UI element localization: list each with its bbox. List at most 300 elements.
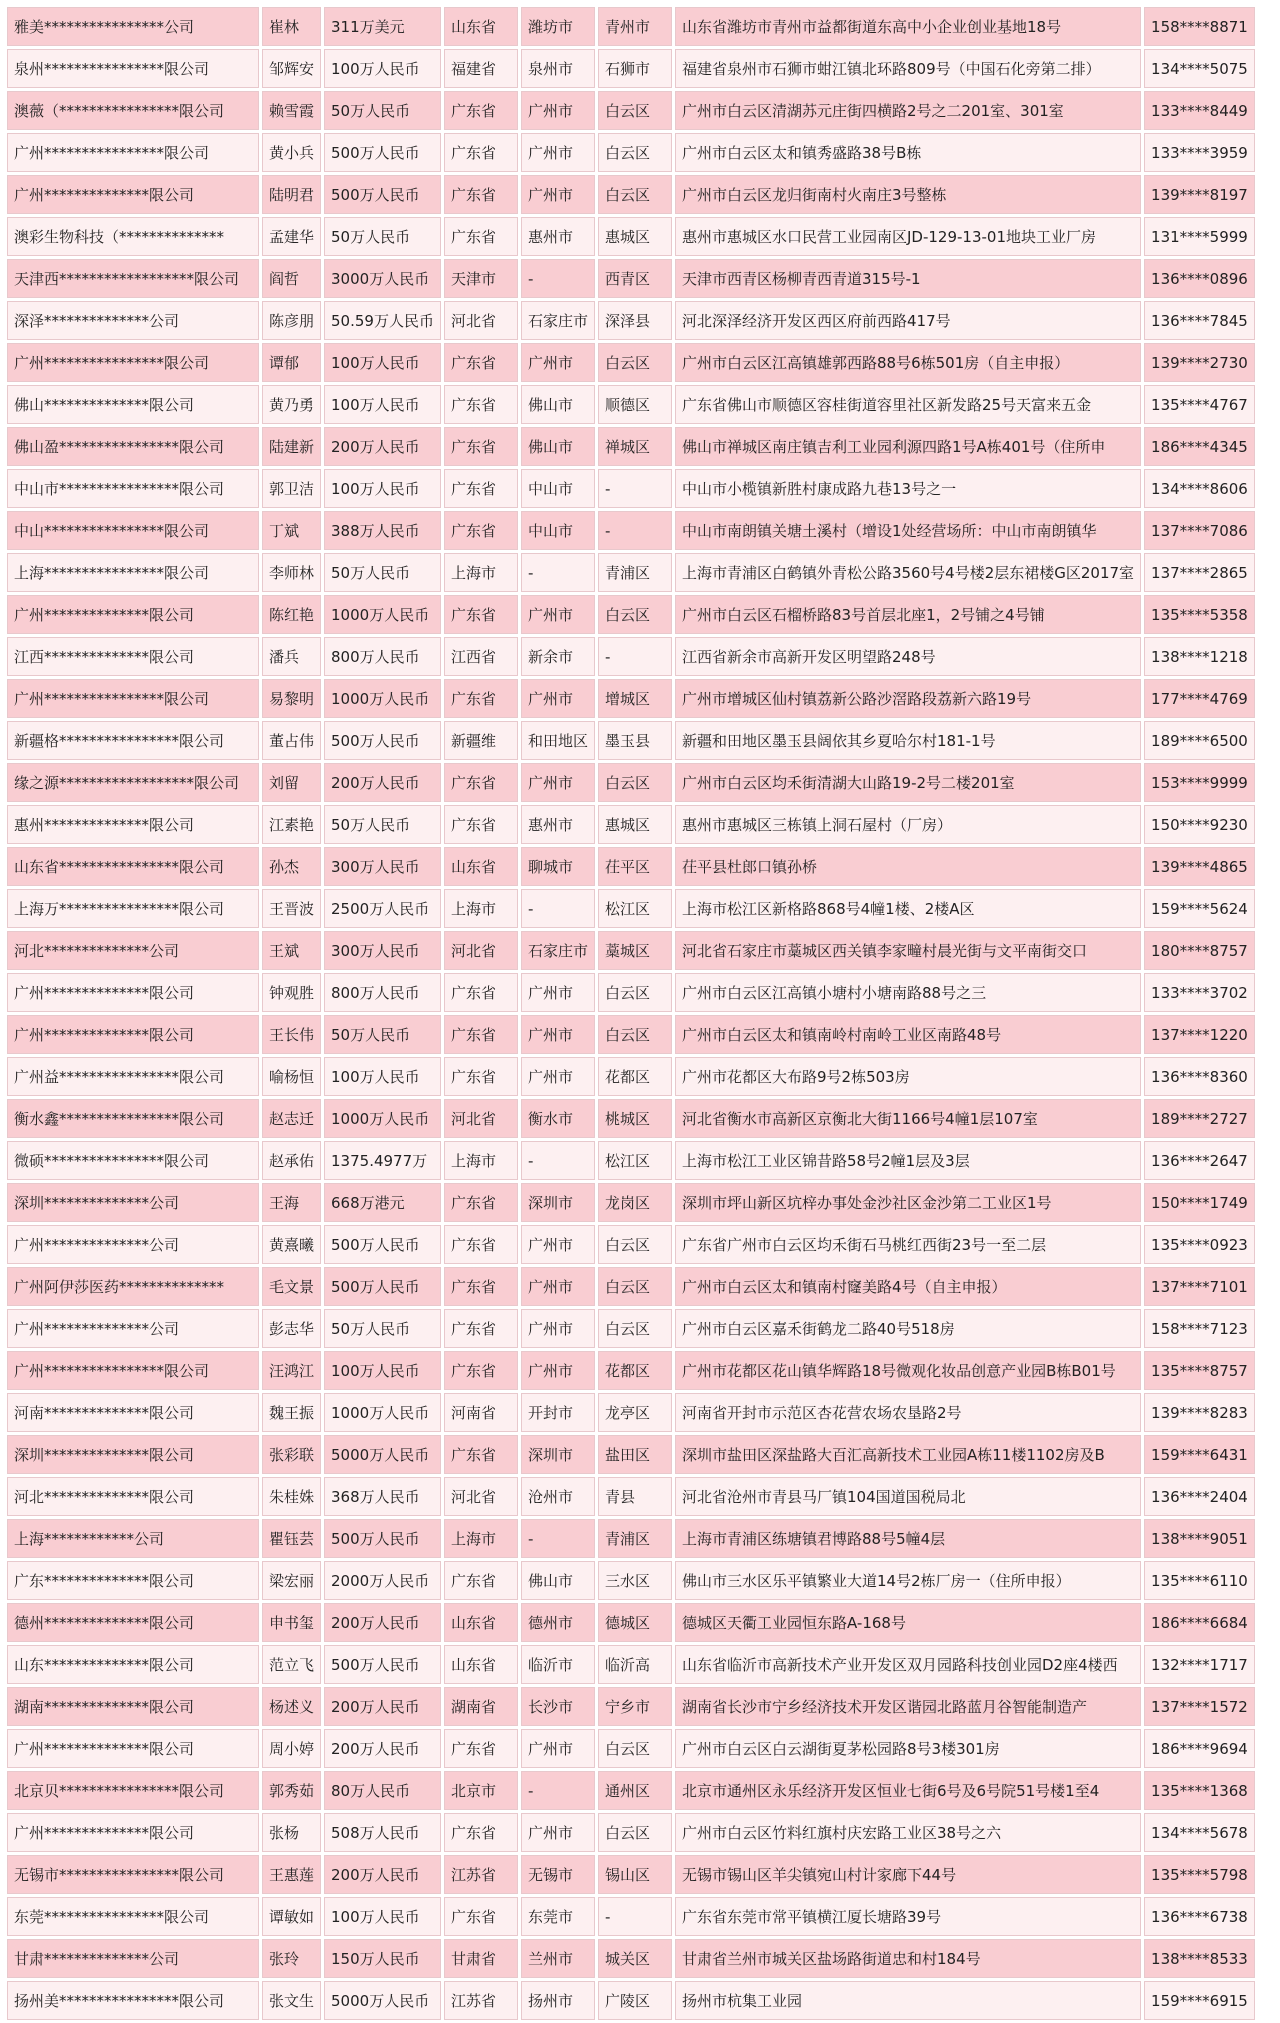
district-cell: 白云区 — [598, 595, 672, 634]
capital-cell: 500万人民币 — [324, 1645, 441, 1684]
district-cell: 藁城区 — [598, 931, 672, 970]
company-cell: 澳彩生物科技（************** — [7, 217, 259, 256]
table-row[interactable] — [7, 1351, 1255, 1390]
phone-cell: 139****8197 — [1144, 175, 1255, 214]
contact-cell: 毛文景 — [262, 1267, 321, 1306]
company-cell: 泉州****************限公司 — [7, 49, 259, 88]
city-cell: - — [521, 1141, 595, 1180]
address-cell: 河北省石家庄市藁城区西关镇李家疃村晨光街与文平南街交口 — [675, 931, 1141, 970]
city-cell: 德州市 — [521, 1603, 595, 1642]
table-row[interactable] — [7, 259, 1255, 298]
company-cell: 广州益****************限公司 — [7, 1057, 259, 1096]
capital-cell: 5000万人民币 — [324, 1435, 441, 1474]
company-cell: 深圳**************公司 — [7, 1183, 259, 1222]
province-cell: 广东省 — [444, 595, 518, 634]
company-cell: 佛山**************限公司 — [7, 385, 259, 424]
address-cell: 甘肃省兰州市城关区盐场路街道忠和村184号 — [675, 1939, 1141, 1978]
province-cell: 广东省 — [444, 679, 518, 718]
address-cell: 上海市青浦区练塘镇君博路88号5幢4层 — [675, 1519, 1141, 1558]
table-row[interactable] — [7, 1981, 1255, 2020]
table-row[interactable] — [7, 931, 1255, 970]
table-row[interactable] — [7, 763, 1255, 802]
province-cell: 广东省 — [444, 763, 518, 802]
district-cell: 白云区 — [598, 91, 672, 130]
capital-cell: 500万人民币 — [324, 721, 441, 760]
phone-cell: 138****8533 — [1144, 1939, 1255, 1978]
address-cell: 广州市白云区太和镇秀盛路38号B栋 — [675, 133, 1141, 172]
table-row[interactable] — [7, 343, 1255, 382]
table-row[interactable] — [7, 1603, 1255, 1642]
company-cell: 湖南**************限公司 — [7, 1687, 259, 1726]
capital-cell: 50万人民币 — [324, 217, 441, 256]
company-cell: 广州****************限公司 — [7, 133, 259, 172]
company-cell: 河北**************公司 — [7, 931, 259, 970]
contact-cell: 王晋波 — [262, 889, 321, 928]
district-cell: 青县 — [598, 1477, 672, 1516]
capital-cell: 311万美元 — [324, 7, 441, 46]
phone-cell: 138****1218 — [1144, 637, 1255, 676]
table-row[interactable] — [7, 1015, 1255, 1054]
company-cell: 河南**************限公司 — [7, 1393, 259, 1432]
phone-cell: 189****6500 — [1144, 721, 1255, 760]
table-row[interactable] — [7, 721, 1255, 760]
phone-cell: 186****6684 — [1144, 1603, 1255, 1642]
table-row[interactable] — [7, 1225, 1255, 1264]
province-cell: 江苏省 — [444, 1855, 518, 1894]
address-cell: 广州市白云区清湖苏元庄街四横路2号之二201室、301室 — [675, 91, 1141, 130]
capital-cell: 200万人民币 — [324, 1603, 441, 1642]
table-row[interactable] — [7, 847, 1255, 886]
province-cell: 河北省 — [444, 301, 518, 340]
company-cell: 江西**************限公司 — [7, 637, 259, 676]
capital-cell: 1000万人民币 — [324, 1393, 441, 1432]
phone-cell: 134****5075 — [1144, 49, 1255, 88]
contact-cell: 钟观胜 — [262, 973, 321, 1012]
province-cell: 广东省 — [444, 1813, 518, 1852]
city-cell: 广州市 — [521, 133, 595, 172]
company-cell: 山东**************限公司 — [7, 1645, 259, 1684]
table-row[interactable] — [7, 1099, 1255, 1138]
address-cell: 深圳市坪山新区坑梓办事处金沙社区金沙第二工业区1号 — [675, 1183, 1141, 1222]
contact-cell: 陆明君 — [262, 175, 321, 214]
table-row[interactable] — [7, 973, 1255, 1012]
address-cell: 天津市西青区杨柳青西青道315号-1 — [675, 259, 1141, 298]
company-cell: 广州阿伊莎医药************** — [7, 1267, 259, 1306]
contact-cell: 黄乃勇 — [262, 385, 321, 424]
city-cell: 深圳市 — [521, 1435, 595, 1474]
capital-cell: 200万人民币 — [324, 763, 441, 802]
city-cell: 衡水市 — [521, 1099, 595, 1138]
capital-cell: 200万人民币 — [324, 1687, 441, 1726]
address-cell: 德城区天衢工业园恒东路A-168号 — [675, 1603, 1141, 1642]
contact-cell: 喻杨恒 — [262, 1057, 321, 1096]
address-cell: 惠州市惠城区三栋镇上洞石屋村（厂房） — [675, 805, 1141, 844]
city-cell: 开封市 — [521, 1393, 595, 1432]
district-cell: 松江区 — [598, 1141, 672, 1180]
capital-cell: 50万人民币 — [324, 91, 441, 130]
address-cell: 佛山市三水区乐平镇繁业大道14号2栋厂房一（住所申报） — [675, 1561, 1141, 1600]
province-cell: 山东省 — [444, 1603, 518, 1642]
address-cell: 北京市通州区永乐经济开发区恒业七街6号及6号院51号楼1至4 — [675, 1771, 1141, 1810]
district-cell: 德城区 — [598, 1603, 672, 1642]
phone-cell: 133****8449 — [1144, 91, 1255, 130]
phone-cell: 135****5358 — [1144, 595, 1255, 634]
table-row[interactable] — [7, 637, 1255, 676]
city-cell: 无锡市 — [521, 1855, 595, 1894]
company-cell: 无锡市****************限公司 — [7, 1855, 259, 1894]
phone-cell: 135****6110 — [1144, 1561, 1255, 1600]
phone-cell: 153****9999 — [1144, 763, 1255, 802]
table-row[interactable] — [7, 1855, 1255, 1894]
capital-cell: 100万人民币 — [324, 343, 441, 382]
table-row[interactable] — [7, 1057, 1255, 1096]
table-row[interactable] — [7, 1267, 1255, 1306]
city-cell: 石家庄市 — [521, 301, 595, 340]
contact-cell: 杨述义 — [262, 1687, 321, 1726]
table-row[interactable] — [7, 1393, 1255, 1432]
city-cell: 潍坊市 — [521, 7, 595, 46]
company-cell: 河北**************限公司 — [7, 1477, 259, 1516]
contact-cell: 孟建华 — [262, 217, 321, 256]
phone-cell: 137****1220 — [1144, 1015, 1255, 1054]
table-row[interactable] — [7, 1519, 1255, 1558]
capital-cell: 100万人民币 — [324, 1351, 441, 1390]
table-row[interactable] — [7, 679, 1255, 718]
address-cell: 广州市花都区花山镇华辉路18号微观化妆品创意产业园B栋B01号 — [675, 1351, 1141, 1390]
capital-cell: 2000万人民币 — [324, 1561, 441, 1600]
company-cell: 上海************公司 — [7, 1519, 259, 1558]
contact-cell: 陈红艳 — [262, 595, 321, 634]
address-cell: 上海市青浦区白鹤镇外青松公路3560号4号楼2层东裙楼G区2017室 — [675, 553, 1141, 592]
address-cell: 中山市南朗镇关塘土溪村（增设1处经营场所：中山市南朗镇华 — [675, 511, 1141, 550]
city-cell: 中山市 — [521, 469, 595, 508]
address-cell: 河北深泽经济开发区西区府前西路417号 — [675, 301, 1141, 340]
table-row[interactable] — [7, 1141, 1255, 1180]
city-cell: 临沂市 — [521, 1645, 595, 1684]
contact-cell: 瞿钰芸 — [262, 1519, 321, 1558]
district-cell: 白云区 — [598, 1225, 672, 1264]
contact-cell: 赖雪霞 — [262, 91, 321, 130]
province-cell: 广东省 — [444, 1435, 518, 1474]
district-cell: 广陵区 — [598, 1981, 672, 2020]
province-cell: 广东省 — [444, 427, 518, 466]
province-cell: 广东省 — [444, 1015, 518, 1054]
province-cell: 甘肃省 — [444, 1939, 518, 1978]
contact-cell: 丁斌 — [262, 511, 321, 550]
address-cell: 广州市白云区均禾街清湖大山路19-2号二楼201室 — [675, 763, 1141, 802]
district-cell: 青浦区 — [598, 553, 672, 592]
capital-cell: 200万人民币 — [324, 1855, 441, 1894]
table-row[interactable] — [7, 1939, 1255, 1978]
capital-cell: 200万人民币 — [324, 1729, 441, 1768]
capital-cell: 100万人民币 — [324, 469, 441, 508]
district-cell: 锡山区 — [598, 1855, 672, 1894]
city-cell: 中山市 — [521, 511, 595, 550]
phone-cell: 134****5678 — [1144, 1813, 1255, 1852]
district-cell: 盐田区 — [598, 1435, 672, 1474]
table-row[interactable] — [7, 301, 1255, 340]
table-row[interactable] — [7, 469, 1255, 508]
city-cell: 广州市 — [521, 1015, 595, 1054]
address-cell: 广州市花都区大布路9号2栋503房 — [675, 1057, 1141, 1096]
city-cell: 广州市 — [521, 1267, 595, 1306]
district-cell: 白云区 — [598, 1813, 672, 1852]
company-cell: 广东**************限公司 — [7, 1561, 259, 1600]
company-cell: 佛山盈****************限公司 — [7, 427, 259, 466]
district-cell: 花都区 — [598, 1351, 672, 1390]
capital-cell: 300万人民币 — [324, 931, 441, 970]
address-cell: 上海市松江区新格路868号4幢1楼、2楼A区 — [675, 889, 1141, 928]
table-row[interactable] — [7, 1897, 1255, 1936]
capital-cell: 508万人民币 — [324, 1813, 441, 1852]
city-cell: 长沙市 — [521, 1687, 595, 1726]
contact-cell: 张文生 — [262, 1981, 321, 2020]
address-cell: 山东省潍坊市青州市益都街道东高中小企业创业基地18号 — [675, 7, 1141, 46]
contact-cell: 易黎明 — [262, 679, 321, 718]
city-cell: - — [521, 1519, 595, 1558]
capital-cell: 368万人民币 — [324, 1477, 441, 1516]
company-cell: 北京贝****************限公司 — [7, 1771, 259, 1810]
district-cell: 宁乡市 — [598, 1687, 672, 1726]
phone-cell: 159****5624 — [1144, 889, 1255, 928]
district-cell: 松江区 — [598, 889, 672, 928]
city-cell: 深圳市 — [521, 1183, 595, 1222]
phone-cell: 137****7086 — [1144, 511, 1255, 550]
table-row[interactable] — [7, 1183, 1255, 1222]
company-cell: 缘之源******************限公司 — [7, 763, 259, 802]
province-cell: 广东省 — [444, 217, 518, 256]
phone-cell: 158****7123 — [1144, 1309, 1255, 1348]
province-cell: 广东省 — [444, 805, 518, 844]
province-cell: 上海市 — [444, 553, 518, 592]
province-cell: 广东省 — [444, 385, 518, 424]
district-cell: 白云区 — [598, 133, 672, 172]
district-cell: 通州区 — [598, 1771, 672, 1810]
contact-cell: 江素艳 — [262, 805, 321, 844]
company-table — [4, 4, 1258, 2023]
province-cell: 北京市 — [444, 1771, 518, 1810]
province-cell: 江西省 — [444, 637, 518, 676]
capital-cell: 50万人民币 — [324, 1015, 441, 1054]
province-cell: 广东省 — [444, 973, 518, 1012]
district-cell: 深泽县 — [598, 301, 672, 340]
contact-cell: 赵志迁 — [262, 1099, 321, 1138]
table-row[interactable] — [7, 889, 1255, 928]
contact-cell: 周小婷 — [262, 1729, 321, 1768]
capital-cell: 800万人民币 — [324, 637, 441, 676]
city-cell: 广州市 — [521, 1225, 595, 1264]
province-cell: 上海市 — [444, 889, 518, 928]
address-cell: 扬州市杭集工业园 — [675, 1981, 1141, 2020]
company-cell: 广州****************限公司 — [7, 679, 259, 718]
phone-cell: 138****9051 — [1144, 1519, 1255, 1558]
table-row[interactable] — [7, 217, 1255, 256]
address-cell: 河南省开封市示范区杏花营农场农垦路2号 — [675, 1393, 1141, 1432]
table-row[interactable] — [7, 511, 1255, 550]
district-cell: 桃城区 — [598, 1099, 672, 1138]
city-cell: 扬州市 — [521, 1981, 595, 2020]
table-row[interactable] — [7, 175, 1255, 214]
province-cell: 广东省 — [444, 1561, 518, 1600]
table-row[interactable] — [7, 553, 1255, 592]
province-cell: 广东省 — [444, 1183, 518, 1222]
capital-cell: 300万人民币 — [324, 847, 441, 886]
company-cell: 广州**************限公司 — [7, 1813, 259, 1852]
table-row[interactable] — [7, 1435, 1255, 1474]
city-cell: 广州市 — [521, 1729, 595, 1768]
table-row[interactable] — [7, 805, 1255, 844]
phone-cell: 150****9230 — [1144, 805, 1255, 844]
district-cell: 白云区 — [598, 1267, 672, 1306]
contact-cell: 申书玺 — [262, 1603, 321, 1642]
district-cell: 顺德区 — [598, 385, 672, 424]
table-row[interactable] — [7, 1645, 1255, 1684]
district-cell: - — [598, 511, 672, 550]
phone-cell: 135****5798 — [1144, 1855, 1255, 1894]
company-cell: 上海****************限公司 — [7, 553, 259, 592]
district-cell: - — [598, 469, 672, 508]
district-cell: 临沂高 — [598, 1645, 672, 1684]
district-cell: 白云区 — [598, 763, 672, 802]
phone-cell: 159****6915 — [1144, 1981, 1255, 2020]
table-row[interactable] — [7, 595, 1255, 634]
address-cell: 河北省沧州市青县马厂镇104国道国税局北 — [675, 1477, 1141, 1516]
city-cell: 惠州市 — [521, 805, 595, 844]
company-cell: 广州**************限公司 — [7, 1729, 259, 1768]
phone-cell: 135****0923 — [1144, 1225, 1255, 1264]
district-cell: - — [598, 1897, 672, 1936]
district-cell: 白云区 — [598, 1015, 672, 1054]
address-cell: 广州市白云区江高镇小塘村小塘南路88号之三 — [675, 973, 1141, 1012]
city-cell: 新余市 — [521, 637, 595, 676]
city-cell: 广州市 — [521, 343, 595, 382]
capital-cell: 50.59万人民币 — [324, 301, 441, 340]
table-row[interactable] — [7, 1687, 1255, 1726]
contact-cell: 郭卫洁 — [262, 469, 321, 508]
table-row[interactable] — [7, 1813, 1255, 1852]
phone-cell: 136****0896 — [1144, 259, 1255, 298]
province-cell: 河北省 — [444, 1477, 518, 1516]
phone-cell: 159****6431 — [1144, 1435, 1255, 1474]
table-row[interactable] — [7, 91, 1255, 130]
company-cell: 广州**************限公司 — [7, 1015, 259, 1054]
contact-cell: 孙杰 — [262, 847, 321, 886]
address-cell: 茌平县杜郎口镇孙桥 — [675, 847, 1141, 886]
contact-cell: 陆建新 — [262, 427, 321, 466]
contact-cell: 彭志华 — [262, 1309, 321, 1348]
city-cell: 兰州市 — [521, 1939, 595, 1978]
contact-cell: 黄熹曦 — [262, 1225, 321, 1264]
company-cell: 甘肃**************公司 — [7, 1939, 259, 1978]
province-cell: 山东省 — [444, 847, 518, 886]
table-row[interactable] — [7, 1729, 1255, 1768]
table-row[interactable] — [7, 385, 1255, 424]
province-cell: 天津市 — [444, 259, 518, 298]
table-row[interactable] — [7, 1309, 1255, 1348]
district-cell: 青州市 — [598, 7, 672, 46]
table-row[interactable] — [7, 1477, 1255, 1516]
capital-cell: 668万港元 — [324, 1183, 441, 1222]
city-cell: 广州市 — [521, 763, 595, 802]
contact-cell: 谭敏如 — [262, 1897, 321, 1936]
district-cell: 青浦区 — [598, 1519, 672, 1558]
address-cell: 广州市白云区龙归街南村火南庄3号整栋 — [675, 175, 1141, 214]
contact-cell: 王斌 — [262, 931, 321, 970]
phone-cell: 135****1368 — [1144, 1771, 1255, 1810]
contact-cell: 王惠莲 — [262, 1855, 321, 1894]
capital-cell: 500万人民币 — [324, 1267, 441, 1306]
district-cell: 白云区 — [598, 343, 672, 382]
company-cell: 新疆格****************限公司 — [7, 721, 259, 760]
table-row[interactable] — [7, 133, 1255, 172]
province-cell: 广东省 — [444, 1309, 518, 1348]
city-cell: - — [521, 1771, 595, 1810]
phone-cell: 137****2865 — [1144, 553, 1255, 592]
capital-cell: 100万人民币 — [324, 1897, 441, 1936]
contact-cell: 李师林 — [262, 553, 321, 592]
district-cell: - — [598, 637, 672, 676]
phone-cell: 189****2727 — [1144, 1099, 1255, 1138]
capital-cell: 1375.4977万 — [324, 1141, 441, 1180]
phone-cell: 137****7101 — [1144, 1267, 1255, 1306]
province-cell: 广东省 — [444, 175, 518, 214]
city-cell: - — [521, 889, 595, 928]
phone-cell: 135****8757 — [1144, 1351, 1255, 1390]
table-row[interactable] — [7, 1561, 1255, 1600]
address-cell: 广东省广州市白云区均禾街石马桃红西街23号一至二层 — [675, 1225, 1141, 1264]
contact-cell: 郭秀茹 — [262, 1771, 321, 1810]
table-body — [7, 7, 1255, 2020]
province-cell: 河北省 — [444, 1099, 518, 1138]
district-cell: 墨玉县 — [598, 721, 672, 760]
contact-cell: 张玲 — [262, 1939, 321, 1978]
city-cell: 广州市 — [521, 1309, 595, 1348]
address-cell: 广州市白云区嘉禾街鹤龙二路40号518房 — [675, 1309, 1141, 1348]
contact-cell: 汪鸿江 — [262, 1351, 321, 1390]
table-row[interactable] — [7, 1771, 1255, 1810]
company-cell: 中山****************限公司 — [7, 511, 259, 550]
province-cell: 广东省 — [444, 1267, 518, 1306]
district-cell: 禅城区 — [598, 427, 672, 466]
address-cell: 广州市白云区竹料红旗村庆宏路工业区38号之六 — [675, 1813, 1141, 1852]
province-cell: 广东省 — [444, 511, 518, 550]
table-row[interactable] — [7, 427, 1255, 466]
company-cell: 衡水鑫****************限公司 — [7, 1099, 259, 1138]
contact-cell: 梁宏丽 — [262, 1561, 321, 1600]
table-row[interactable] — [7, 49, 1255, 88]
address-cell: 深圳市盐田区深盐路大百汇高新技术工业园A栋11楼1102房及B — [675, 1435, 1141, 1474]
city-cell: 佛山市 — [521, 427, 595, 466]
city-cell: 佛山市 — [521, 1561, 595, 1600]
company-cell: 天津西******************限公司 — [7, 259, 259, 298]
phone-cell: 139****8283 — [1144, 1393, 1255, 1432]
contact-cell: 魏王振 — [262, 1393, 321, 1432]
company-cell: 微硕****************限公司 — [7, 1141, 259, 1180]
district-cell: 城关区 — [598, 1939, 672, 1978]
province-cell: 山东省 — [444, 1645, 518, 1684]
phone-cell: 136****2404 — [1144, 1477, 1255, 1516]
company-cell: 德州**************限公司 — [7, 1603, 259, 1642]
phone-cell: 132****1717 — [1144, 1645, 1255, 1684]
city-cell: 聊城市 — [521, 847, 595, 886]
contact-cell: 王长伟 — [262, 1015, 321, 1054]
capital-cell: 500万人民币 — [324, 175, 441, 214]
table-row[interactable] — [7, 7, 1255, 46]
phone-cell: 136****7845 — [1144, 301, 1255, 340]
address-cell: 中山市小榄镇新胜村康成路九巷13号之一 — [675, 469, 1141, 508]
province-cell: 山东省 — [444, 7, 518, 46]
company-cell: 广州**************公司 — [7, 1225, 259, 1264]
